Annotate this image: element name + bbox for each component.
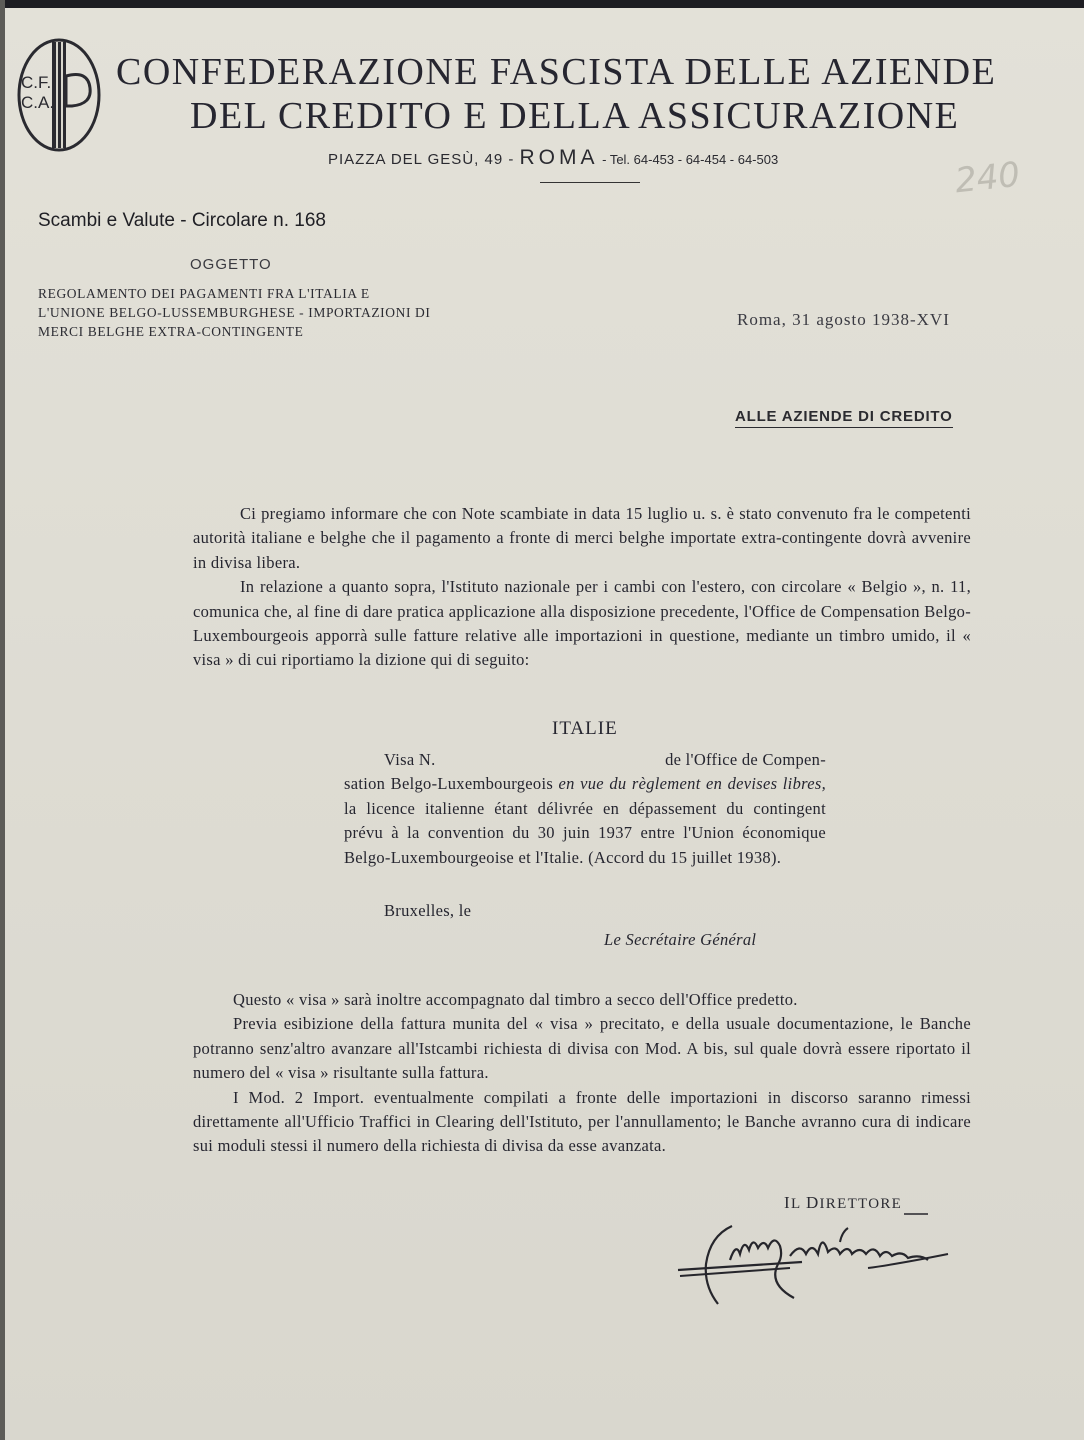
director-title — [784, 1193, 902, 1213]
director-title-initial-1: I — [784, 1193, 791, 1212]
svg-text:C.A.: C.A. — [21, 93, 55, 112]
letterhead-address — [328, 146, 778, 170]
address-telephone: - Tel. 64-453 - 64-454 - 64-503 — [598, 152, 779, 167]
svg-text:C.F.: C.F. — [21, 73, 52, 92]
letter-body-continued — [193, 988, 971, 1159]
visa-label: Visa N. — [384, 750, 436, 769]
visa-text-a: sation Belgo-Luxembourgeois — [344, 774, 559, 794]
director-signature-icon — [672, 1212, 972, 1312]
visa-line — [344, 748, 826, 772]
visa-text — [344, 772, 826, 870]
circular-number: Scambi e Valute - Circolare n. 168 — [38, 210, 326, 231]
director-title-rest-2: IRETTORE — [819, 1196, 903, 1212]
body-paragraph-5: I Mod. 2 Import. eventualmente compilati a fronte delle importazioni in discorso saranno rimessi direttamente all'Ufficio Traffici in Clearing dell'Istituto, per l'annullamento; le Banche avranno cura di indicare sui moduli stessi il numero della richiesta di divisa da esse avanzata. — [193, 1087, 971, 1156]
addressee: ALLE AZIENDE DI CREDITO — [735, 408, 953, 428]
visa-text-b: la licence italienne étant délivrée en dépassement du contingent prévu à la convention du 30 juin 1937 entre l'Union économique Belgo-Luxembourgeoise et l'Italie. (Accord du 15 juillet 1938). — [344, 798, 826, 867]
body-paragraph-1: Ci pregiamo informare che con Note scambiate in data 15 luglio u. s. è stato convenuto fra le competenti autorità italiane e belghe che il pagamento a fronte di merci belghe importate extra-contingente dovrà avvenire in divisa libera. — [193, 504, 971, 572]
scan-edge-left — [0, 0, 5, 1440]
quote-heading: ITALIE — [552, 718, 618, 739]
confederation-logo-icon — [16, 36, 102, 154]
quote-place: Bruxelles, le — [384, 901, 472, 920]
director-title-initial-2: D — [805, 1193, 820, 1212]
quote-signatory: Le Secrétaire Général — [604, 930, 757, 949]
letterhead-rule — [540, 182, 640, 183]
visa-quote — [344, 748, 826, 870]
address-city: ROMA — [519, 146, 599, 169]
letterhead-line2: DEL CREDITO E DELLA ASSICURAZIONE — [190, 95, 960, 137]
scan-edge-top — [0, 0, 1084, 8]
director-title-rest-1: L — [790, 1196, 806, 1212]
archive-pencil-number: 240 — [953, 154, 1022, 202]
body-paragraph-2: In relazione a quanto sopra, l'Istituto nazionale per i cambi con l'estero, con circolare « Belgio », n. 11, comunica che, al fine di dare pratica applicazione alla disposizione precedente, l'Office de Compensation Belgo-Luxembourgeois apporrà sulle fatture relative alle importazioni in questione, mediante un timbro umido, il « visa » di cui riportiamo la dizione qui di seguito: — [193, 577, 971, 670]
body-paragraph-3: Questo « visa » sarà inoltre accompagnato dal timbro a secco dell'Office predetto. — [233, 990, 798, 1009]
subject-label: OGGETTO — [190, 256, 272, 273]
address-street: PIAZZA DEL GESÙ, 49 - — [328, 151, 520, 168]
letterhead-line1: CONFEDERAZIONE FASCISTA DELLE AZIENDE — [116, 51, 997, 93]
visa-text-italic: en vue du règlement en devises libres, — [558, 774, 826, 794]
subject-text: REGOLAMENTO DEI PAGAMENTI FRA L'ITALIA E L'UNIONE BELGO-LUSSEMBURGHESE - IMPORTAZIONI DI MERCI BELGHE EXTRA-CONTINGENTE — [38, 286, 431, 339]
body-paragraph-4: Previa esibizione della fattura munita del « visa » precitato, e della usuale documentazione, le Banche potranno senz'altro avanzare all'Istcambi richiesta di divisa con Mod. A bis, sul quale dovrà essere riportato il numero del « visa » risultante sulla fattura. — [193, 1014, 971, 1083]
visa-rest: de l'Office de Compen- — [665, 750, 826, 769]
letter-body — [193, 502, 971, 673]
letter-date: Roma, 31 agosto 1938-XVI — [737, 310, 950, 329]
